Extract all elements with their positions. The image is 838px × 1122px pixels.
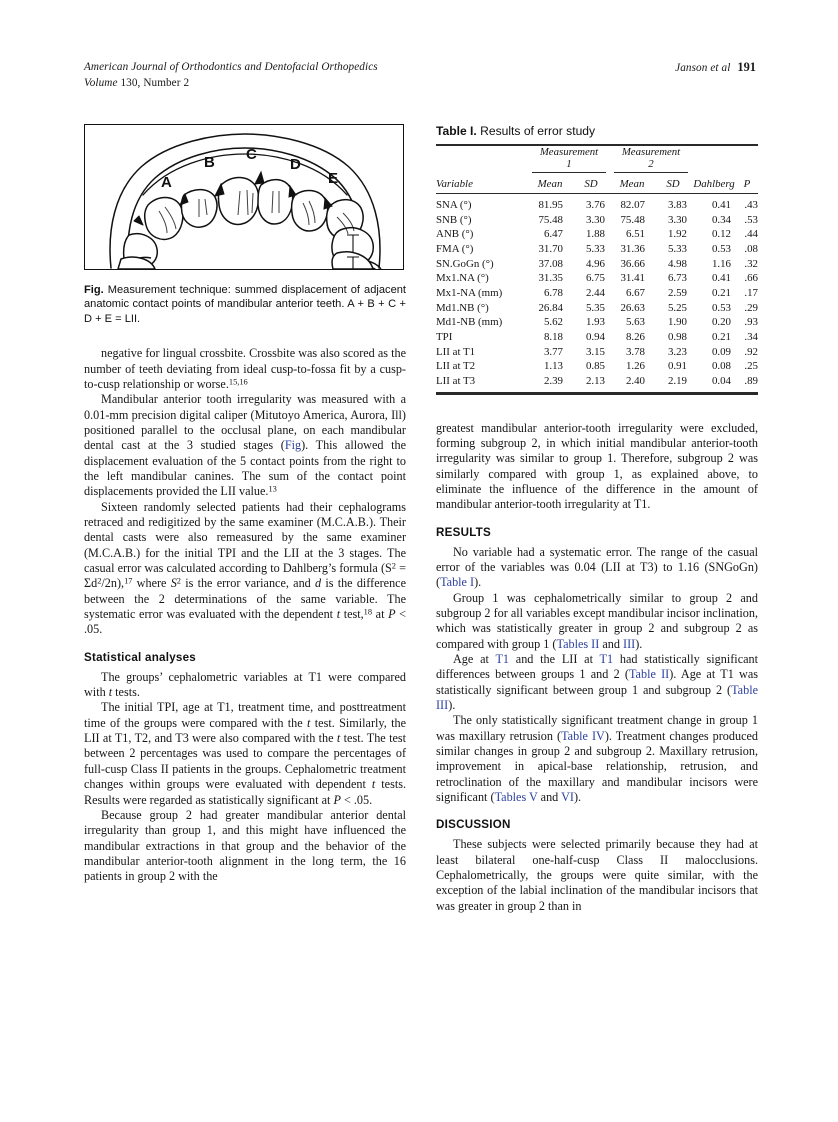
symbol-t-test-4: t bbox=[336, 731, 341, 746]
cell-dahlberg: 0.41 bbox=[711, 198, 731, 211]
paragraph-results-2-a: Group 1 was cephalometrically similar to group 2 and subgroup 2 for all variables except mandibular incisor inclination, which was statistically greater in group 2 and subgroup 2 as compared with group 1 ( bbox=[436, 590, 758, 651]
symbol-S: S bbox=[170, 576, 177, 591]
paragraph-irregularity bbox=[84, 392, 406, 499]
table-column-header-row bbox=[436, 175, 758, 193]
cell-m1-sd: 1.88 bbox=[585, 228, 605, 241]
cell-m1-sd: 5.35 bbox=[585, 301, 605, 314]
link-table-3b[interactable]: Table III bbox=[436, 682, 758, 712]
paragraph-dahlberg-e: is the error variance, and bbox=[180, 576, 315, 591]
volume-issue-value: 130, Number 2 bbox=[117, 76, 190, 89]
paragraph-crossbite bbox=[84, 346, 406, 392]
paragraph-stat-2-a: The initial TPI, age at T1, treatment time, and posttreatment time of the groups were compared with the bbox=[84, 700, 406, 730]
paragraph-irregularity-text-b: ). This allowed the displacement evaluation of the 5 contact points from the right to the left mandibular canines. The sum of the contact point displacements provided the LII value. bbox=[84, 438, 406, 499]
cell-m1-mean: 26.84 bbox=[538, 301, 563, 314]
cell-dahlberg: 0.12 bbox=[711, 228, 731, 241]
table-row bbox=[436, 286, 758, 301]
cell-dahlberg: 0.34 bbox=[711, 213, 731, 226]
symbol-P-1: P bbox=[388, 607, 396, 622]
cell-dahlberg: 0.53 bbox=[711, 242, 731, 255]
table-row bbox=[436, 374, 758, 389]
cell-m2-mean: 8.26 bbox=[625, 331, 645, 343]
link-tables-2[interactable]: Tables II bbox=[556, 636, 600, 651]
col-header-variable: Variable bbox=[436, 177, 473, 190]
cell-variable: FMA (°) bbox=[436, 242, 474, 255]
cell-m2-mean: 31.36 bbox=[620, 242, 645, 255]
cell-m1-sd: 2.44 bbox=[585, 286, 605, 299]
cell-m2-mean: 2.40 bbox=[625, 375, 645, 388]
link-table-4[interactable]: Table IV bbox=[561, 728, 605, 743]
cell-m2-mean: 6.51 bbox=[625, 228, 645, 241]
table-row bbox=[436, 212, 758, 227]
cell-m2-sd: 5.33 bbox=[667, 242, 687, 255]
col-header-mean-2: Mean bbox=[619, 177, 645, 190]
cell-dahlberg: 0.08 bbox=[711, 360, 731, 373]
paragraph-results-3-a: Age at bbox=[453, 651, 496, 666]
figure-label-b: B bbox=[204, 154, 215, 171]
figure-caption-text: Measurement technique: summed displacement of adjacent anatomic contact points of mandibular anterior teeth. A + B + C + D + E = LII. bbox=[84, 284, 406, 325]
cell-m2-sd: 2.19 bbox=[667, 375, 687, 388]
volume-label: Volume bbox=[84, 76, 118, 89]
figure-dental-arch bbox=[84, 124, 404, 270]
figure-label-e: E bbox=[328, 170, 339, 187]
table-row bbox=[436, 197, 758, 212]
cell-dahlberg: 0.53 bbox=[711, 301, 731, 314]
link-table-5[interactable]: Tables V bbox=[494, 790, 538, 805]
cell-dahlberg: 0.20 bbox=[711, 316, 731, 329]
dental-arch-illustration bbox=[85, 125, 403, 269]
paragraph-results-2-b: and bbox=[599, 636, 624, 651]
cell-m1-mean: 81.95 bbox=[538, 198, 563, 211]
formula-superscript-1: 2 bbox=[391, 561, 396, 571]
paragraph-stat-1-a: The groups’ cephalometric variables at T1 were compared with bbox=[84, 669, 406, 700]
paragraph-results-1 bbox=[436, 545, 758, 591]
cell-m2-sd: 1.92 bbox=[667, 228, 687, 241]
formula-superscript-3: 2 bbox=[176, 576, 181, 586]
table-group-header-row bbox=[436, 146, 758, 174]
col-header-sd-2: SD bbox=[666, 177, 680, 190]
cell-p: .25 bbox=[744, 360, 758, 373]
cell-m2-sd: 6.73 bbox=[667, 272, 687, 285]
paragraph-dahlberg-b: = Σd bbox=[84, 561, 406, 591]
cell-variable: TPI bbox=[436, 331, 453, 343]
running-head bbox=[84, 60, 756, 98]
link-table-6[interactable]: VI bbox=[561, 790, 574, 805]
cell-dahlberg: 1.16 bbox=[711, 257, 731, 270]
cell-variable: SNB (°) bbox=[436, 213, 472, 226]
cell-m1-mean: 5.62 bbox=[543, 316, 563, 329]
cell-variable: Mx1-NA (mm) bbox=[436, 286, 503, 299]
symbol-t-test-1: t bbox=[336, 607, 341, 622]
figure-caption-label: Fig. bbox=[84, 284, 104, 296]
table-caption bbox=[436, 124, 758, 138]
cell-m1-mean: 31.70 bbox=[538, 242, 563, 255]
paragraph-results-4-c: and bbox=[537, 790, 562, 805]
cell-m1-mean: 37.08 bbox=[538, 257, 563, 270]
heading-results: RESULTS bbox=[436, 525, 491, 539]
group-header-2-line2: 2 bbox=[648, 158, 654, 171]
cell-dahlberg: 0.41 bbox=[711, 272, 731, 285]
col-header-p: P bbox=[743, 177, 751, 190]
cell-m1-mean: 2.39 bbox=[543, 375, 563, 388]
authors-citation: Janson et al bbox=[675, 62, 731, 74]
cell-p: .29 bbox=[744, 301, 758, 314]
cell-m1-sd: 3.30 bbox=[585, 213, 605, 226]
group-header-measurement-2 bbox=[610, 146, 692, 174]
paragraph-dahlberg-c: /2n), bbox=[101, 576, 125, 591]
paragraph-irregularity-text-a: Mandibular anterior tooth irregularity was measured with a 0.01-mm precision digital caliper (Mitutoyo America, Aurora, Ill) positioned parallel to the occlusal plane, on each mandibular dental cast at the 3 studied stages ( bbox=[84, 392, 406, 453]
cell-p: .66 bbox=[744, 272, 758, 285]
cell-m1-sd: 3.76 bbox=[585, 198, 605, 211]
table-caption-text: Results of error study bbox=[476, 124, 596, 138]
cell-dahlberg: 0.21 bbox=[711, 286, 731, 299]
cell-p: .43 bbox=[744, 198, 758, 211]
cell-m1-sd: 0.94 bbox=[585, 331, 605, 343]
paragraph-results-2 bbox=[436, 591, 758, 652]
running-head-journal-block bbox=[84, 60, 378, 91]
paragraph-dahlberg-d: where bbox=[132, 576, 171, 591]
paragraph-results-4-b: ). Treatment changes produced similar changes in group 2 and subgroup 2. Maxillary retrusion, improvement in apical-base relationship, retrusion, and retroclination of the maxillary and mandibular incisors were significant ( bbox=[436, 728, 758, 805]
cell-m1-mean: 31.35 bbox=[538, 272, 563, 285]
paragraph-results-3-e: ). bbox=[448, 698, 456, 712]
table-row bbox=[436, 359, 758, 374]
cell-dahlberg: 0.21 bbox=[711, 331, 731, 343]
link-table-1[interactable]: Table I bbox=[440, 575, 475, 590]
cell-m2-mean: 6.67 bbox=[625, 286, 645, 299]
cell-m2-mean: 26.63 bbox=[620, 301, 645, 314]
cell-m2-sd: 1.90 bbox=[667, 316, 687, 329]
group-header-1-line1: Measurement bbox=[539, 146, 599, 159]
journal-title: American Journal of Orthodontics and Dentofacial Orthopedics bbox=[84, 61, 378, 73]
paragraph-results-3 bbox=[436, 652, 758, 713]
paragraph-dahlberg bbox=[84, 500, 406, 638]
paragraph-results-2-c: ). bbox=[635, 636, 643, 651]
paragraph-results-1-b: ). bbox=[474, 575, 482, 590]
cell-p: .93 bbox=[744, 316, 758, 329]
paragraph-stat-2-e: < .05. bbox=[340, 792, 373, 807]
link-table-3[interactable]: III bbox=[623, 636, 636, 651]
cell-m1-sd: 1.93 bbox=[585, 316, 605, 329]
table-error-study bbox=[436, 124, 758, 395]
symbol-t-test-5: t bbox=[371, 777, 376, 792]
symbol-d: d bbox=[315, 576, 322, 591]
table-row bbox=[436, 315, 758, 330]
cell-p: .92 bbox=[744, 345, 758, 358]
paragraph-discussion: These subjects were selected primarily because they had at least bilateral one-half-cusp Class II malocclusions. Cephalometrically, the groups were quite similar, with the exception of the labial inclination of the mandibular incisors that was greater in group 2 than in bbox=[436, 837, 758, 913]
paragraph-dahlberg-h: at bbox=[372, 607, 389, 622]
heading-statistical-analyses: Statistical analyses bbox=[84, 650, 196, 664]
cell-variable: SN.GoGn (°) bbox=[436, 257, 494, 270]
cell-m1-mean: 6.47 bbox=[543, 228, 563, 241]
cell-m2-mean: 3.78 bbox=[625, 345, 645, 358]
paragraph-dahlberg-i: < .05. bbox=[84, 607, 406, 637]
cell-m2-mean: 75.48 bbox=[620, 213, 645, 226]
reference-13: 13 bbox=[268, 484, 277, 494]
paragraph-stat-2-d: tests. Results were regarded as statistically significant at bbox=[84, 777, 407, 807]
cell-m2-sd: 3.23 bbox=[667, 345, 687, 358]
group-header-2-line1: Measurement bbox=[621, 146, 681, 159]
link-table-2[interactable]: Table II bbox=[628, 667, 670, 682]
link-t1-age[interactable]: T1 bbox=[495, 651, 509, 666]
col-header-dahlberg: Dahlberg bbox=[693, 177, 735, 190]
cell-m1-mean: 6.78 bbox=[543, 286, 563, 299]
reference-17: 17 bbox=[124, 576, 133, 586]
formula-superscript-2: 2 bbox=[97, 576, 102, 586]
paragraph-stat-2 bbox=[84, 700, 406, 807]
cell-p: .89 bbox=[744, 375, 758, 388]
cell-m1-mean: 1.13 bbox=[543, 360, 563, 373]
paragraph-stat-2-b: test. Similarly, the LII at T1, T2, and T3 were also compared with the bbox=[84, 715, 406, 746]
cell-m2-mean: 31.41 bbox=[620, 272, 645, 285]
cell-variable: Mx1.NA (°) bbox=[436, 272, 489, 285]
right-column bbox=[436, 124, 758, 914]
cell-m1-mean: 75.48 bbox=[538, 213, 563, 226]
paragraph-results-4 bbox=[436, 713, 758, 805]
cell-m2-sd: 3.83 bbox=[667, 198, 687, 211]
cell-m2-mean: 36.66 bbox=[620, 257, 645, 270]
figure-label-d: D bbox=[290, 156, 301, 173]
cell-m1-sd: 0.85 bbox=[585, 360, 605, 373]
cell-m1-sd: 6.75 bbox=[585, 272, 605, 285]
group-header-1-line2: 1 bbox=[566, 158, 572, 171]
group-header-1-rule bbox=[532, 172, 606, 173]
figure-label-a: A bbox=[161, 174, 172, 191]
symbol-t-test-2: t bbox=[108, 685, 113, 700]
cell-p: .17 bbox=[744, 286, 758, 299]
table-body bbox=[436, 197, 758, 388]
cell-dahlberg: 0.09 bbox=[711, 345, 731, 358]
cell-variable: Md1-NB (mm) bbox=[436, 316, 503, 329]
cell-m1-mean: 3.77 bbox=[543, 345, 563, 358]
running-head-authors-block bbox=[675, 60, 756, 77]
paragraph-results-3-b: and the LII at bbox=[509, 651, 600, 666]
cell-p: .53 bbox=[744, 213, 758, 226]
heading-discussion: DISCUSSION bbox=[436, 818, 511, 832]
table-row bbox=[436, 242, 758, 257]
table-row bbox=[436, 227, 758, 242]
paragraph-group-2: Because group 2 had greater mandibular anterior dental irregularity than group 1, and this might have influenced the mandibular extractions in that group and the behavior of the mandibular anterior-tooth alignment in the long term, the 16 patients in group 2 with the bbox=[84, 807, 406, 884]
cell-m1-sd: 3.15 bbox=[585, 345, 605, 358]
symbol-P-2: P bbox=[333, 792, 341, 807]
cell-variable: LII at T2 bbox=[436, 360, 476, 373]
paragraph-dahlberg-g: test, bbox=[340, 607, 364, 622]
cell-m2-mean: 1.26 bbox=[625, 360, 645, 373]
col-header-sd-1: SD bbox=[584, 177, 598, 190]
figure-label-c: C bbox=[246, 146, 257, 163]
cell-p: .34 bbox=[744, 331, 758, 343]
col-header-mean-1: Mean bbox=[537, 177, 563, 190]
cell-m2-mean: 82.07 bbox=[620, 198, 645, 211]
cell-variable: LII at T3 bbox=[436, 375, 476, 388]
reference-18: 18 bbox=[363, 607, 373, 617]
link-figure[interactable]: Fig bbox=[284, 438, 302, 453]
group-header-measurement-1 bbox=[528, 146, 610, 174]
contact-wedge-d bbox=[289, 186, 296, 197]
cell-m2-sd: 2.59 bbox=[667, 286, 687, 299]
figure-caption bbox=[84, 283, 406, 326]
cell-m1-sd: 5.33 bbox=[585, 242, 605, 255]
cell-m2-sd: 0.98 bbox=[667, 331, 687, 343]
cell-m2-sd: 5.25 bbox=[667, 301, 687, 314]
cell-variable: ANB (°) bbox=[436, 228, 474, 241]
cell-m2-mean: 5.63 bbox=[625, 316, 645, 329]
paragraph-results-3-c: had statistically significant differences between groups 1 and 2 ( bbox=[436, 651, 758, 682]
paragraph-stat-2-c: test. The test between 2 percentages was used to compare the percentages of full-cusp Class II patients in the groups. Cephalometric treatment changes within groups were evaluated with dependent bbox=[84, 731, 407, 792]
paragraph-crossbite-text: negative for lingual crossbite. Crossbite was also scored as the number of teeth deviating from ideal cusp-to-fossa fit by a cusp-to-cusp relationship or worse. bbox=[84, 346, 406, 391]
paragraph-subgroup: greatest mandibular anterior-tooth irregularity were excluded, forming subgroup 2, in which initial mandibular anterior-tooth irregularity was similar to group 1. Therefore, subgroup 2 was similarly compared with group 1, as explained above, to eliminate the influence of the difference in the amount of mandibular anterior-tooth irregularity at T1. bbox=[436, 420, 758, 512]
cell-m1-sd: 2.13 bbox=[585, 375, 605, 388]
cell-p: .44 bbox=[744, 228, 758, 241]
cell-p: .08 bbox=[744, 242, 758, 255]
paragraph-results-1-a: No variable had a systematic error. The range of the casual error of the variables was 0.04 (LII at T3) to 1.16 (SNGoGn) ( bbox=[436, 544, 758, 590]
cell-m1-sd: 4.96 bbox=[585, 257, 605, 270]
paragraph-results-4-d: ). bbox=[573, 790, 582, 805]
paragraph-stat-1 bbox=[84, 670, 406, 701]
left-column bbox=[84, 124, 406, 885]
table-row bbox=[436, 330, 758, 345]
table-row bbox=[436, 256, 758, 271]
cell-m2-sd: 0.91 bbox=[667, 360, 687, 373]
cell-m1-mean: 8.18 bbox=[543, 331, 563, 343]
link-t1-lii[interactable]: T1 bbox=[599, 651, 614, 666]
reference-15-16: 15,16 bbox=[228, 377, 248, 387]
paragraph-dahlberg-a: Sixteen randomly selected patients had their cephalograms retraced and redigitized by the same examiner (M.C.A.B.). Their dental casts were also remeasured by the same examiner (M.C.A.B.) for the initial TPI and the LII at the 3 stages. The casual error was calculated according to Dahlberg’s formula (S bbox=[84, 499, 406, 576]
symbol-t-test-3: t bbox=[307, 715, 311, 730]
cell-variable: Md1.NB (°) bbox=[436, 301, 489, 314]
cell-p: .32 bbox=[744, 257, 758, 270]
cell-variable: LII at T1 bbox=[436, 345, 476, 358]
contact-wedge-c bbox=[255, 172, 264, 184]
table-row bbox=[436, 271, 758, 286]
page-number: 191 bbox=[737, 60, 756, 74]
table-row bbox=[436, 300, 758, 315]
cell-m2-sd: 4.98 bbox=[667, 257, 687, 270]
error-study-table bbox=[436, 146, 758, 388]
cell-m2-sd: 3.30 bbox=[667, 213, 687, 226]
table-caption-label: Table I. bbox=[436, 124, 477, 138]
cell-dahlberg: 0.04 bbox=[711, 375, 731, 388]
cell-variable: SNA (°) bbox=[436, 198, 472, 211]
volume-issue bbox=[84, 76, 378, 92]
paragraph-results-3-d: ). Age at T1 was statistically significant between group 1 and subgroup 2 ( bbox=[436, 667, 758, 697]
paragraph-dahlberg-f: is the difference between the 2 determinations of the same variable. The systematic error was evaluated with the dependent bbox=[84, 576, 406, 622]
table-row bbox=[436, 344, 758, 359]
paragraph-stat-1-b: tests. bbox=[112, 685, 140, 700]
paragraph-results-4-a: The only statistically significant treatment change in group 1 was maxillary retrusion ( bbox=[436, 713, 758, 743]
group-header-2-rule bbox=[614, 172, 688, 173]
